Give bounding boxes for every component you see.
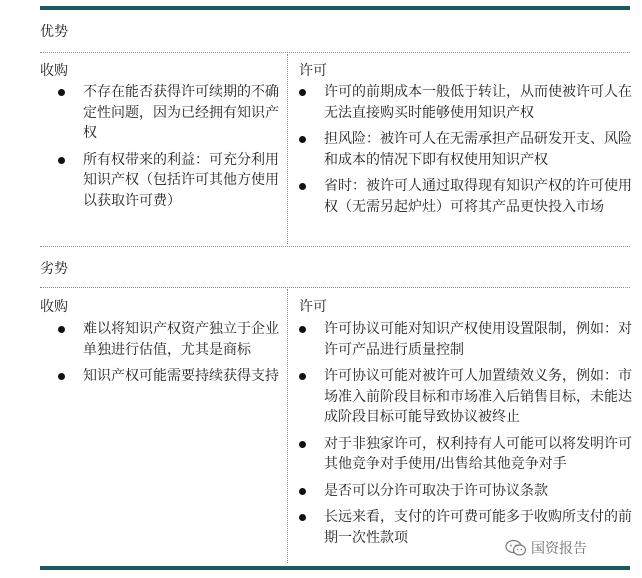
watermark-text: 国资报告	[531, 541, 587, 557]
bullet-icon	[299, 514, 306, 521]
bullet-icon	[299, 183, 306, 190]
bullet-icon	[299, 326, 306, 333]
bullet-icon	[299, 488, 306, 495]
divider	[40, 287, 630, 288]
bullet-icon	[58, 89, 65, 96]
bullet-icon	[299, 441, 306, 448]
list-item: 许可协议可能对知识产权使用设置限制，例如：对许可产品进行质量控制	[296, 319, 636, 360]
advantages-acquisition-title: 收购	[40, 63, 68, 79]
column-divider	[287, 289, 288, 563]
disadvantages-license-title: 许可	[299, 299, 327, 315]
disadvantages-heading: 劣势	[40, 261, 68, 277]
table-top-rule	[40, 6, 630, 10]
bullet-icon	[299, 89, 306, 96]
list-item: 不存在能否获得许可续期的不确定性问题，因为已经拥有知识产权	[55, 82, 282, 144]
divider	[40, 246, 630, 247]
disadvantages-acquisition-title: 收购	[40, 299, 68, 315]
wechat-icon	[505, 539, 527, 557]
list-item: 省时：被许可人通过取得现有知识产权的许可使用权（无需另起炉灶）可将其产品更快投入市场	[296, 176, 636, 217]
disadvantages-acquisition-list	[55, 319, 282, 393]
bullet-icon	[299, 373, 306, 380]
advantages-license-title: 许可	[299, 63, 327, 79]
list-item: 许可协议可能对被许可人加置绩效义务，例如：市场准入前阶段目标和市场准入后销售目标，未能达成阶段目标可能导致协议被终止	[296, 366, 636, 428]
list-item: 长远来看，支付的许可费可能多于收购所支付的前期一次性款项	[296, 507, 636, 548]
list-item: 难以将知识产权资产独立于企业单独进行估值，尤其是商标	[55, 319, 282, 360]
advantages-acquisition-list	[55, 82, 282, 217]
bullet-icon	[299, 136, 306, 143]
disadvantages-license-list	[296, 319, 636, 554]
bullet-icon	[58, 326, 65, 333]
list-item: 所有权带来的利益：可充分利用知识产权（包括许可其他方使用以获取许可费）	[55, 150, 282, 212]
bullet-icon	[58, 373, 65, 380]
table-bottom-rule	[40, 566, 630, 570]
bullet-icon	[58, 157, 65, 164]
list-item: 担风险：被许可人在无需承担产品研发开支、风险和成本的情况下即有权使用知识产权	[296, 129, 636, 170]
divider	[40, 52, 630, 53]
list-item: 知识产权可能需要持续获得支持	[55, 366, 282, 387]
advantages-heading: 优势	[40, 24, 68, 40]
list-item: 对于非独家许可，权利持有人可能可以将发明许可其他竞争对手使用/出售给其他竞争对手	[296, 434, 636, 475]
watermark	[505, 537, 587, 559]
list-item: 许可的前期成本一般低于转让，从而使被许可人在无法直接购买时能够使用知识产权	[296, 82, 636, 123]
list-item: 是否可以分许可取决于许可协议条款	[296, 481, 636, 502]
column-divider	[287, 54, 288, 244]
advantages-license-list	[296, 82, 636, 223]
